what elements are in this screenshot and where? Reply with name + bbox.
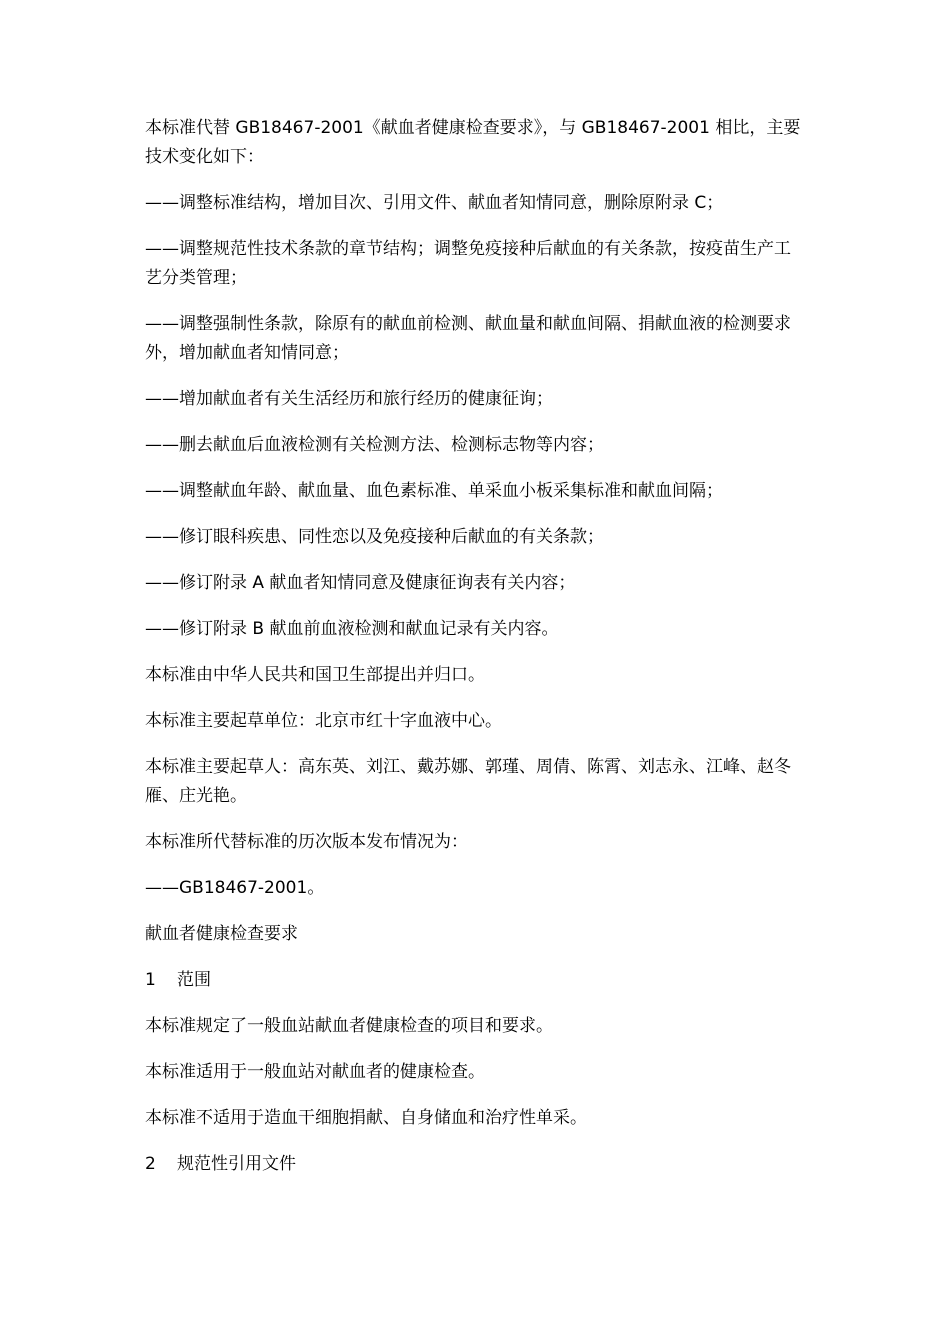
history-intro: 本标准所代替标准的历次版本发布情况为： <box>145 832 468 852</box>
section-2-number: 2 <box>145 1154 156 1174</box>
history-item: ——GB18467-2001。 <box>145 878 325 898</box>
change-item: ——修订附录 B 献血前血液检测和献血记录有关内容。 <box>145 619 559 639</box>
section-1-title: 范围 <box>177 970 211 990</box>
change-item: ——调整规范性技术条款的章节结构；调整免疫接种后献血的有关条款，按疫苗生产工艺分类管理； <box>145 239 791 288</box>
change-item: ——调整强制性条款，除原有的献血前检测、献血量和献血间隔、捐献血液的检测要求外，增加献血者知情同意； <box>145 314 791 363</box>
foreword-intro: 本标准代替 GB18467-2001《献血者健康检查要求》，与 GB18467-2001 相比，主要技术变化如下： <box>145 118 801 167</box>
change-item: ——增加献血者有关生活经历和旅行经历的健康征询； <box>145 389 553 409</box>
proposer-statement: 本标准由中华人民共和国卫生部提出并归口。 <box>145 665 485 685</box>
change-item: ——删去献血后血液检测有关检测方法、检测标志物等内容； <box>145 435 604 455</box>
document-body <box>145 114 805 1196</box>
drafting-unit: 本标准主要起草单位：北京市红十字血液中心。 <box>145 711 502 731</box>
section-2-title: 规范性引用文件 <box>177 1154 296 1174</box>
change-item: ——调整标准结构，增加目次、引用文件、献血者知情同意，删除原附录 C； <box>145 193 724 213</box>
drafters: 本标准主要起草人：高东英、刘江、戴苏娜、郭瑾、周倩、陈霄、刘志永、江峰、赵冬雁、庄光艳。 <box>145 757 791 806</box>
document-title: 献血者健康检查要求 <box>145 924 298 944</box>
section-1-paragraph: 本标准适用于一般血站对献血者的健康检查。 <box>145 1062 485 1082</box>
change-item: ——修订眼科疾患、同性恋以及免疫接种后献血的有关条款； <box>145 527 604 547</box>
change-item: ——调整献血年龄、献血量、血色素标准、单采血小板采集标准和献血间隔； <box>145 481 723 501</box>
section-1-paragraph: 本标准规定了一般血站献血者健康检查的项目和要求。 <box>145 1016 553 1036</box>
section-1-heading <box>145 966 805 995</box>
change-item: ——修订附录 A 献血者知情同意及健康征询表有关内容； <box>145 573 576 593</box>
section-1-number: 1 <box>145 970 156 990</box>
section-2-heading <box>145 1150 805 1179</box>
section-1-paragraph: 本标准不适用于造血干细胞捐献、自身储血和治疗性单采。 <box>145 1108 587 1128</box>
